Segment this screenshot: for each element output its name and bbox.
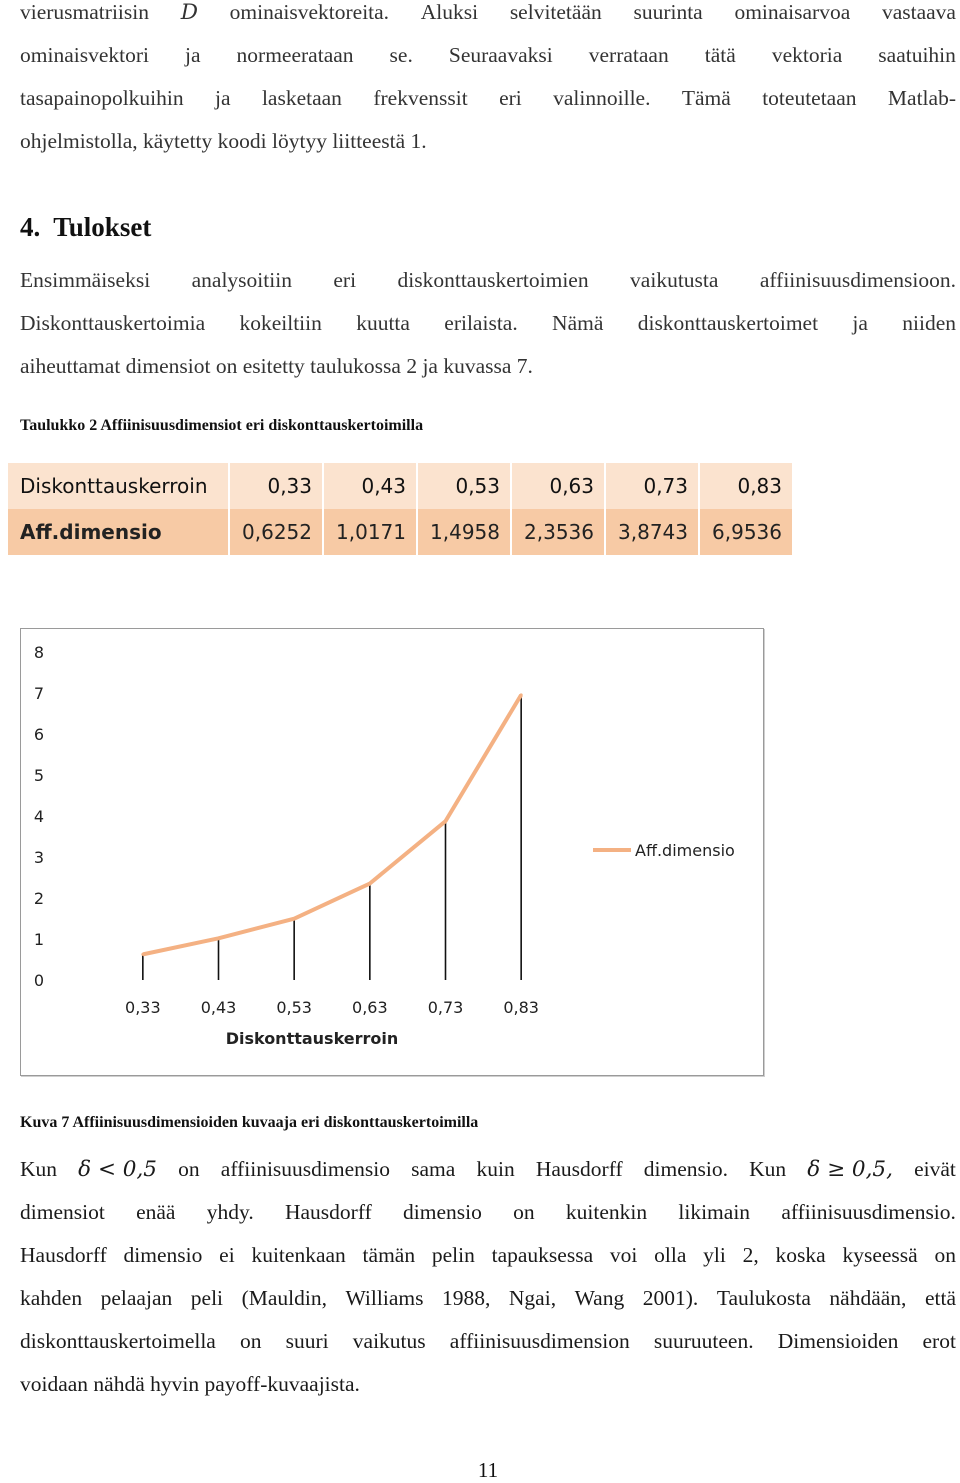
table-row-label: Aff.dimensio — [8, 509, 229, 555]
word: tämän — [362, 1243, 416, 1267]
word: Kun — [20, 1157, 58, 1181]
word: suuruuteen. — [653, 1329, 754, 1353]
table-cell: 1,0171 — [323, 509, 417, 555]
table-header-cell: 0,53 — [417, 463, 511, 509]
word: kuutta — [356, 311, 410, 335]
conclusion-line-5 — [20, 1320, 956, 1363]
word: affiinisuusdimensio. — [781, 1200, 956, 1224]
word: kuitenkaan — [251, 1243, 346, 1267]
conclusion-line-1 — [20, 1148, 956, 1191]
word: sama — [411, 1157, 456, 1181]
word: diskonttauskertoimien — [397, 268, 589, 292]
math-inequality: δ < 0,5 — [78, 1157, 157, 1182]
data-point — [520, 693, 523, 696]
word: erilaista. — [444, 311, 518, 335]
y-tick-label: 1 — [33, 930, 45, 949]
word: ominaisvektoreita. — [229, 0, 390, 24]
conclusion-paragraph — [20, 1148, 956, 1406]
word: se. — [389, 43, 413, 67]
word: on — [934, 1243, 956, 1267]
intro-line-2 — [20, 34, 956, 77]
word: ominaisarvoa — [734, 0, 851, 24]
table-cell: 3,8743 — [605, 509, 699, 555]
table-header-cell: 0,33 — [229, 463, 323, 509]
word: voi — [609, 1243, 638, 1267]
conclusion-line-2 — [20, 1191, 956, 1234]
y-tick-label: 8 — [33, 643, 45, 662]
x-tick-label: 0,73 — [427, 998, 464, 1017]
section-heading: 4. Tulokset — [20, 212, 152, 242]
word: analysoitiin — [191, 268, 292, 292]
word: valinnoille. — [553, 86, 651, 110]
word: voidaan nähdä hyvin payoff-kuvaajista. — [20, 1372, 360, 1396]
results-table — [8, 463, 792, 555]
word: dimensiot — [20, 1200, 105, 1224]
word: Kun — [749, 1157, 787, 1181]
results-paragraph — [20, 259, 956, 388]
conclusion-line-4 — [20, 1277, 956, 1320]
data-point — [217, 937, 220, 940]
y-tick-label: 6 — [33, 725, 45, 744]
word: on — [240, 1329, 262, 1353]
intro-line-4 — [20, 120, 956, 163]
word: Wang — [574, 1286, 625, 1310]
conclusion-line-3 — [20, 1234, 956, 1277]
word: dimensio. — [643, 1157, 728, 1181]
word: verrataan — [588, 43, 669, 67]
word: ominaisvektori — [20, 43, 149, 67]
chart-frame — [20, 628, 764, 1076]
y-tick-label: 7 — [33, 684, 45, 703]
word: Aluksi — [420, 0, 479, 24]
x-tick-label: 0,33 — [125, 998, 161, 1017]
word: ja — [852, 311, 868, 335]
word: kokeiltiin — [239, 311, 322, 335]
table-header-cell: 0,63 — [511, 463, 605, 509]
word: frekvenssit — [373, 86, 468, 110]
word: aiheuttamat dimensiot on esitetty taulukossa 2 ja kuvassa 7. — [20, 354, 533, 378]
word: saatuihin — [878, 43, 956, 67]
word: Taulukosta — [716, 1286, 811, 1310]
table-cell: 1,4958 — [417, 509, 511, 555]
word: normeerataan — [236, 43, 354, 67]
word: Hausdorff — [535, 1157, 623, 1181]
word: ei — [219, 1243, 235, 1267]
results-line-2 — [20, 302, 956, 345]
data-point — [444, 820, 447, 823]
word: 2001). — [642, 1286, 699, 1310]
word: Seuraavaksi — [448, 43, 553, 67]
y-tick-label: 2 — [33, 889, 45, 908]
y-tick-label: 4 — [33, 807, 45, 826]
word: toteutetaan — [762, 86, 857, 110]
table-header-cell: 0,83 — [699, 463, 792, 509]
word: Hausdorff — [284, 1200, 372, 1224]
word: vierusmatriisin — [20, 0, 149, 24]
intro-paragraph — [20, 0, 956, 163]
word: affiinisuusdimension — [449, 1329, 630, 1353]
word: kyseessä — [842, 1243, 918, 1267]
word: Diskonttauskertoimia — [20, 311, 206, 335]
word: Ngai, — [508, 1286, 557, 1310]
word: yhdy. — [206, 1200, 254, 1224]
word: että — [924, 1286, 956, 1310]
word: 2, — [742, 1243, 759, 1267]
math-symbol: D — [180, 0, 198, 25]
word: ohjelmistolla, käytetty koodi löytyy liitteestä 1. — [20, 129, 427, 153]
word: Nämä — [552, 311, 604, 335]
word: dimensio — [123, 1243, 203, 1267]
word: nähdään, — [829, 1286, 907, 1310]
x-tick-label: 0,83 — [503, 998, 539, 1017]
word: tapauksessa — [491, 1243, 594, 1267]
table-cell: 0,6252 — [229, 509, 323, 555]
page-number: 11 — [477, 1458, 499, 1482]
data-point — [293, 917, 296, 920]
results-line-3 — [20, 345, 956, 388]
word: Hausdorff — [20, 1243, 107, 1267]
word: eri — [499, 86, 522, 110]
word: affiinisuusdimensio — [220, 1157, 390, 1181]
table-cell: 2,3536 — [511, 509, 605, 555]
data-point — [141, 953, 144, 956]
x-axis-label: Diskonttauskerroin — [225, 1029, 399, 1048]
y-tick-label: 5 — [33, 766, 45, 785]
word: affiinisuusdimensioon. — [759, 268, 956, 292]
word: niiden — [902, 311, 956, 335]
word: dimensio — [403, 1200, 482, 1224]
line-chart — [21, 629, 763, 1075]
word: enää — [136, 1200, 176, 1224]
word: Ensimmäiseksi — [20, 268, 151, 292]
figure-caption: Kuva 7 Affiinisuusdimensioiden kuvaaja eri diskonttauskertoimilla — [20, 1114, 479, 1131]
word: kuitenkin — [565, 1200, 648, 1224]
series-line-aff-dimensio — [143, 695, 521, 954]
word: Dimensioiden — [777, 1329, 899, 1353]
word: Tämä — [681, 86, 731, 110]
word: olla — [654, 1243, 687, 1267]
data-point — [368, 882, 371, 885]
intro-line-3 — [20, 77, 956, 120]
word: eivät — [914, 1157, 956, 1181]
word: tasapainopolkuihin — [20, 86, 184, 110]
word: vektoria — [771, 43, 843, 67]
word: 1988, — [442, 1286, 491, 1310]
table-cell: 6,9536 — [699, 509, 792, 555]
word: vaikutus — [352, 1329, 426, 1353]
y-tick-label: 3 — [33, 848, 45, 867]
word: suurinta — [633, 0, 703, 24]
word: lasketaan — [261, 86, 342, 110]
word: ja — [185, 43, 201, 67]
table-caption: Taulukko 2 Affiinisuusdimensiot eri diskonttauskertoimilla — [20, 417, 424, 434]
word: diskonttauskertoimet — [637, 311, 819, 335]
table-header-cell: 0,43 — [323, 463, 417, 509]
word: suuri — [285, 1329, 329, 1353]
word: koska — [775, 1243, 826, 1267]
conclusion-line-6 — [20, 1363, 956, 1406]
results-line-1 — [20, 259, 956, 302]
word: Williams — [345, 1286, 424, 1310]
word: peli — [190, 1286, 224, 1310]
math-inequality: δ ≥ 0,5, — [807, 1157, 893, 1182]
x-tick-label: 0,43 — [200, 998, 237, 1017]
intro-line-1 — [20, 0, 956, 34]
word: diskonttauskertoimella — [20, 1329, 216, 1353]
word: ja — [215, 86, 231, 110]
word: vaikutusta — [630, 268, 719, 292]
word: tätä — [704, 43, 736, 67]
table-header-cell: 0,73 — [605, 463, 699, 509]
legend-label: Aff.dimensio — [635, 841, 735, 860]
x-tick-label: 0,53 — [276, 998, 312, 1017]
word: on — [513, 1200, 535, 1224]
word: on — [178, 1157, 200, 1181]
word: (Mauldin, — [241, 1286, 327, 1310]
y-tick-label: 0 — [33, 971, 45, 990]
word: kuin — [476, 1157, 515, 1181]
word: yli — [703, 1243, 726, 1267]
word: likimain — [678, 1200, 751, 1224]
word: eri — [333, 268, 357, 292]
table-row — [8, 509, 792, 555]
table-header-row — [8, 463, 792, 509]
word: vastaava — [881, 0, 956, 24]
x-tick-label: 0,63 — [352, 998, 388, 1017]
word: pelin — [431, 1243, 475, 1267]
word: pelaajan — [100, 1286, 173, 1310]
table-header-label: Diskonttauskerroin — [8, 463, 229, 509]
word: selvitetään — [509, 0, 602, 24]
word: erot — [922, 1329, 956, 1353]
word: kahden — [20, 1286, 83, 1310]
word: Matlab- — [887, 86, 956, 110]
